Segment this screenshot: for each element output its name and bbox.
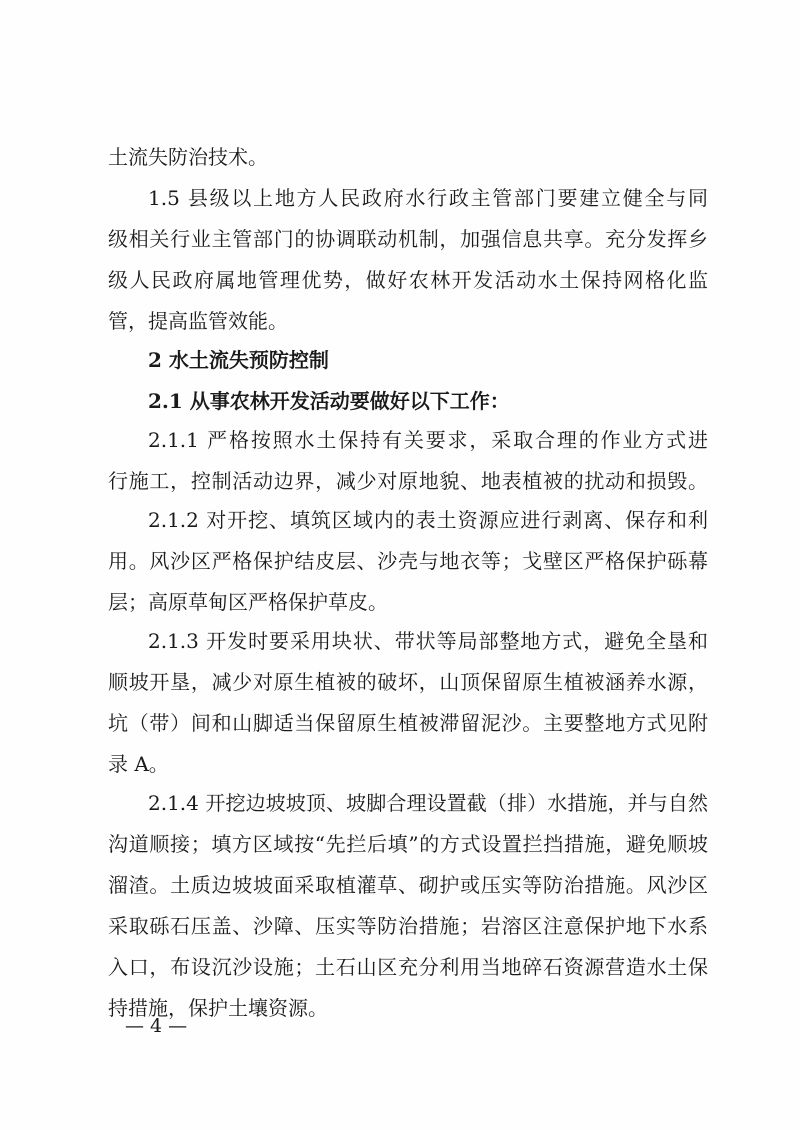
section-heading: 2 水土流失预防控制 bbox=[148, 348, 329, 372]
text-line: 级人民政府属地管理优势，做好农林开发活动水土保持网格化监 bbox=[108, 268, 708, 292]
text-line: 层；高原草甸区严格保护草皮。 bbox=[108, 590, 388, 614]
text-line: 级相关行业主管部门的协调联动机制，加强信息共享。充分发挥乡 bbox=[108, 227, 708, 251]
text-line: 2.1.4 开挖边坡坡顶、坡脚合理设置截（排）水措施，并与自然 bbox=[148, 791, 708, 815]
text-line: 2.1.2 对开挖、填筑区域内的表土资源应进行剥离、保存和利 bbox=[148, 508, 708, 532]
text-line: 2.1.1 严格按照水土保持有关要求，采取合理的作业方式进 bbox=[148, 428, 708, 452]
text-line: 坑（带）间和山脚适当保留原生植被滞留泥沙。主要整地方式见附 bbox=[108, 711, 708, 735]
text-line: 管，提高监管效能。 bbox=[108, 309, 288, 333]
text-line: 2.1.3 开发时要采用块状、带状等局部整地方式，避免全垦和 bbox=[148, 629, 708, 653]
text-line: 采取砾石压盖、沙障、压实等防治措施；岩溶区注意保护地下水系 bbox=[108, 914, 708, 938]
text-line: 1.5 县级以上地方人民政府水行政主管部门要建立健全与同 bbox=[148, 186, 708, 210]
text-line: 行施工，控制活动边界，减少对原地貌、地表植被的扰动和损毁。 bbox=[108, 469, 708, 493]
subsection-heading: 2.1 从事农林开发活动要做好以下工作： bbox=[148, 389, 510, 413]
text-line: 用。风沙区严格保护结皮层、沙壳与地衣等；戈壁区严格保护砾幕 bbox=[108, 549, 708, 573]
text-line: 沟道顺接；填方区域按“先拦后填”的方式设置拦挡措施，避免顺坡 bbox=[108, 832, 708, 856]
text-line: 溜渣。土质边坡坡面采取植灌草、砌护或压实等防治措施。风沙区 bbox=[108, 873, 708, 897]
text-line: 录 A。 bbox=[108, 752, 169, 776]
text-line: 顺坡开垦，减少对原生植被的破坏，山顶保留原生植被涵养水源， bbox=[108, 670, 708, 694]
page-number: — 4 — bbox=[125, 1015, 188, 1037]
text-line: 持措施，保护土壤资源。 bbox=[108, 996, 328, 1020]
text-line: 土流失防治技术。 bbox=[108, 145, 268, 169]
text-line: 入口，布设沉沙设施；土石山区充分利用当地碎石资源营造水土保 bbox=[108, 955, 708, 979]
